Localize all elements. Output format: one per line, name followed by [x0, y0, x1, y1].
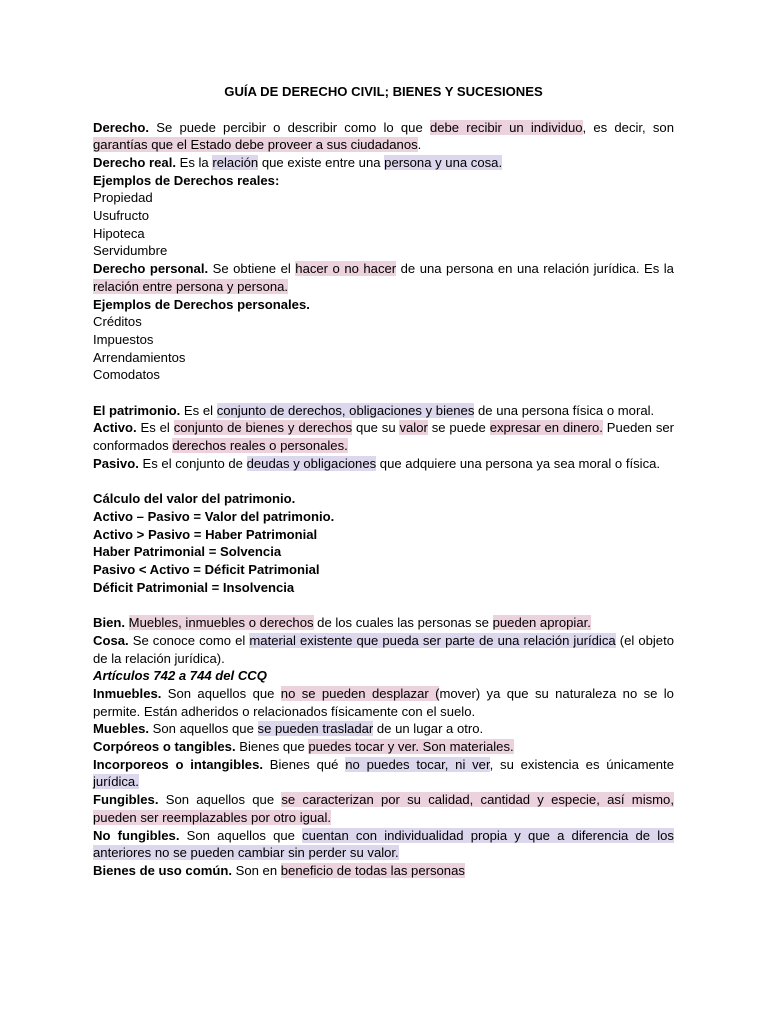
text-run: Arrendamientos: [93, 349, 186, 365]
text-run: Se conoce como el: [128, 632, 250, 648]
text-run: Bienes qué: [263, 756, 346, 772]
paragraph: [93, 331, 674, 349]
term-heading: Fungibles.: [93, 792, 159, 808]
paragraph: [93, 579, 674, 597]
text-run: Usufructo: [93, 208, 150, 224]
text-run: de los cuales las personas se: [313, 615, 493, 631]
paragraph: [93, 402, 674, 420]
purple-highlight: persona y una cosa.: [384, 154, 503, 170]
term-heading: Inmuebles.: [93, 685, 162, 701]
term-heading: Incorporeos o intangibles.: [93, 756, 263, 772]
paragraph: [93, 349, 674, 367]
term-heading: Derecho personal.: [93, 261, 209, 277]
pink-highlight: relación entre persona y persona.: [93, 278, 289, 294]
text-run: de una persona física o moral.: [474, 402, 655, 418]
text-run: Son aquellos que: [158, 792, 282, 808]
paragraph: [93, 172, 674, 190]
blank-line: [93, 473, 674, 491]
purple-highlight: conjunto de derechos, obligaciones y bienes: [216, 402, 475, 418]
term-heading: Derecho.: [93, 119, 150, 135]
paragraph: [93, 508, 674, 526]
term-heading: Cosa.: [93, 632, 129, 648]
paragraph: [93, 490, 674, 508]
text-run: Comodatos: [93, 367, 160, 383]
term-heading: Bienes de uso común.: [93, 862, 232, 878]
paragraph: [93, 720, 674, 738]
text-run: Se obtiene el: [208, 261, 296, 277]
pink-highlight: no se pueden desplazar (: [280, 685, 440, 701]
term-heading: Pasivo < Activo = Déficit Patrimonial: [93, 562, 320, 578]
pink-highlight: valor: [399, 420, 428, 436]
text-run: de una persona en una relación jurídica. Es la: [396, 261, 674, 277]
term-heading: Bien.: [93, 615, 126, 631]
text-run: que adquiere una persona ya sea moral o física.: [376, 455, 661, 471]
paragraph: [93, 455, 674, 473]
term-heading: Pasivo.: [93, 455, 139, 471]
pink-highlight: conjunto de bienes y derechos: [173, 420, 353, 436]
purple-highlight: jurídica.: [93, 774, 139, 790]
paragraph: [93, 119, 674, 154]
pink-highlight: hacer o no hacer: [295, 261, 397, 277]
paragraph: [93, 189, 674, 207]
paragraph: [93, 791, 674, 826]
text-run: mover) ya que su naturaleza no se lo permite. Están adheridos o relacionados físicamente con el suelo.: [93, 685, 674, 719]
text-run: Es el conjunto de: [138, 455, 247, 471]
term-heading: Cálculo del valor del patrimonio.: [93, 491, 296, 507]
paragraph: [93, 756, 674, 791]
paragraph: [93, 561, 674, 579]
document-title: GUÍA DE DERECHO CIVIL; BIENES Y SUCESIONES: [224, 84, 543, 99]
blank-line: [93, 384, 674, 402]
text-run: Se puede percibir o describir como lo que: [149, 119, 430, 135]
paragraph: [93, 207, 674, 225]
text-run: Es la: [175, 154, 213, 170]
paragraph: [93, 313, 674, 331]
paragraph: [93, 667, 674, 685]
paragraph: [93, 543, 674, 561]
purple-highlight: deudas y obligaciones: [246, 455, 377, 471]
text-run: Servidumbre: [93, 243, 168, 259]
purple-highlight: material existente que pueda ser parte de una relación jurídica: [249, 632, 616, 648]
paragraph: [93, 685, 674, 720]
text-run: (el objeto de la relación jurídica).: [93, 632, 674, 666]
text-run: Bienes que: [235, 739, 309, 755]
blank-line: [93, 596, 674, 614]
paragraph: [93, 632, 674, 667]
pink-highlight: garantías que el Estado debe proveer a sus ciudadanos: [93, 137, 418, 153]
pink-highlight: pueden apropiar.: [492, 615, 591, 631]
pink-highlight: beneficio de todas las personas: [280, 862, 465, 878]
term-heading: Ejemplos de Derechos reales:: [93, 172, 280, 188]
text-run: , su existencia es únicamente: [489, 756, 674, 772]
term-heading: El patrimonio.: [93, 402, 181, 418]
term-heading: Activo – Pasivo = Valor del patrimonio.: [93, 508, 335, 524]
pink-highlight: derechos reales o personales.: [172, 438, 348, 454]
paragraph: [93, 827, 674, 862]
paragraph: [93, 526, 674, 544]
pink-highlight: Muebles, inmuebles o derechos: [128, 615, 314, 631]
text-run: Impuestos: [93, 331, 154, 347]
paragraph: [93, 242, 674, 260]
text-run: .: [417, 137, 422, 153]
purple-highlight: no puedes tocar, ni ver: [345, 756, 490, 772]
term-heading: Haber Patrimonial = Solvencia: [93, 544, 282, 560]
paragraph: [93, 296, 674, 314]
paragraph: [93, 862, 674, 880]
paragraph: [93, 738, 674, 756]
term-heading: Derecho real.: [93, 154, 176, 170]
paragraph: [93, 614, 674, 632]
pink-highlight: se caracterizan por su calidad, cantidad y especie, así mismo, pueden ser reemplazables por otro igual.: [93, 792, 674, 825]
text-run: Son aquellos que: [149, 721, 258, 737]
purple-highlight: relación: [212, 154, 259, 170]
pink-highlight: debe recibir un individuo: [429, 119, 583, 135]
document-body: [93, 119, 674, 880]
purple-highlight: se pueden trasladar: [257, 721, 374, 737]
pink-highlight: puedes tocar y ver. Son materiales.: [308, 739, 514, 755]
pink-highlight: expresar en dinero.: [489, 420, 603, 436]
text-run: , es decir, son: [582, 119, 674, 135]
text-run: que existe entre una: [258, 154, 385, 170]
paragraph: [93, 225, 674, 243]
term-heading: Déficit Patrimonial = Insolvencia: [93, 579, 295, 595]
article-reference: Artículos 742 a 744 del CCQ: [93, 668, 267, 684]
text-run: Es el: [136, 420, 174, 436]
paragraph: [93, 366, 674, 384]
term-heading: No fungibles.: [93, 827, 180, 843]
text-run: que su: [352, 420, 400, 436]
text-run: Hipoteca: [93, 225, 145, 241]
term-heading: Activo.: [93, 420, 137, 436]
text-run: de un lugar a otro.: [373, 721, 484, 737]
text-run: Son en: [231, 862, 281, 878]
paragraph: [93, 154, 674, 172]
text-run: Son aquellos que: [161, 685, 281, 701]
text-run: se puede: [427, 420, 490, 436]
paragraph: [93, 419, 674, 454]
text-run: Son aquellos que: [179, 827, 303, 843]
text-run: Pueden ser conformados: [93, 420, 675, 454]
term-heading: Activo > Pasivo = Haber Patrimonial: [93, 526, 318, 542]
paragraph: [93, 260, 674, 295]
term-heading: Ejemplos de Derechos personales.: [93, 296, 310, 312]
text-run: Propiedad: [93, 190, 153, 206]
term-heading: Muebles.: [93, 721, 150, 737]
text-run: Créditos: [93, 314, 142, 330]
term-heading: Corpóreos o tangibles.: [93, 739, 236, 755]
text-run: Es el: [180, 402, 217, 418]
purple-highlight: cuentan con individualidad propia y que a diferencia de los anteriores no se pueden cambiar sin perder su valor.: [93, 827, 674, 861]
